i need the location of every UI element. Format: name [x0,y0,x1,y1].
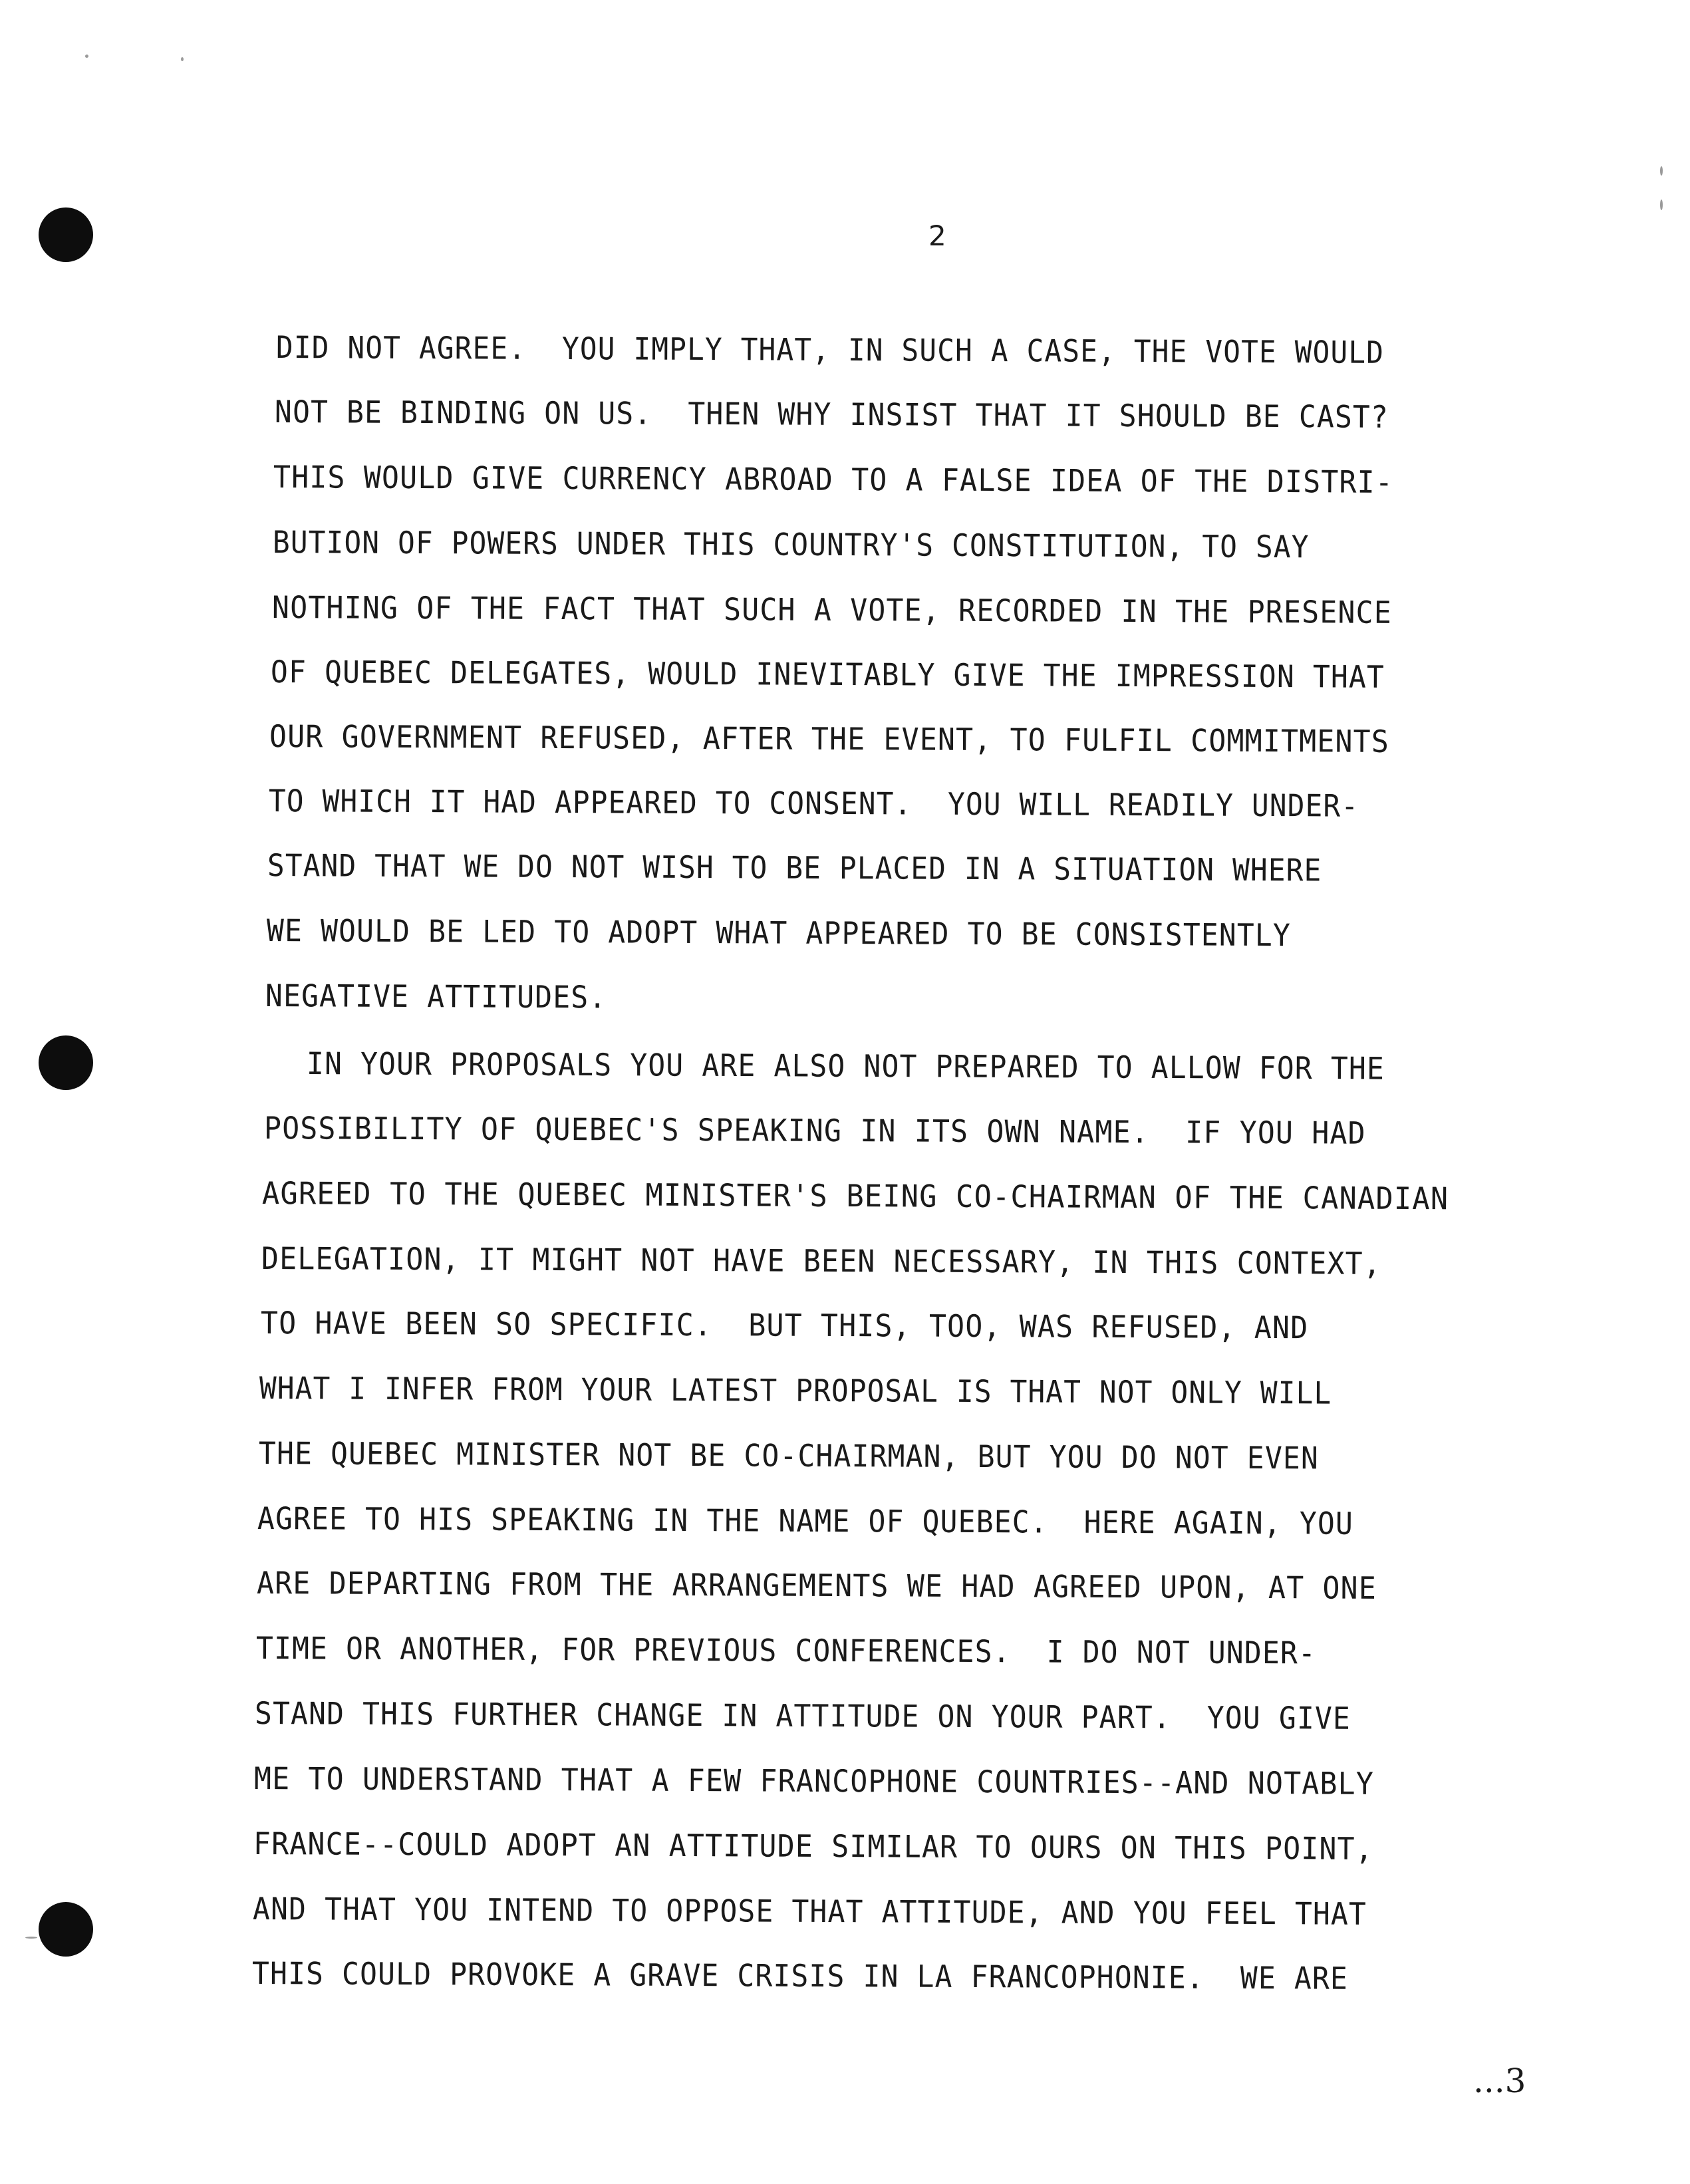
text-line: ARE DEPARTING FROM THE ARRANGEMENTS WE HAD AGREED UPON, AT ONE [256,1565,1377,1606]
text-line: TIME OR ANOTHER, FOR PREVIOUS CONFERENCES. I DO NOT UNDER- [255,1630,1317,1671]
text-line: WE WOULD BE LED TO ADOPT WHAT APPEARED TO BE CONSISTENTLY [266,912,1292,954]
text-line: TO WHICH IT HAD APPEARED TO CONSENT. YOU WILL READILY UNDER- [268,783,1359,824]
text-line: AGREE TO HIS SPEAKING IN THE NAME OF QUEBEC. HERE AGAIN, YOU [257,1500,1354,1542]
text-line: DID NOT AGREE. YOU IMPLY THAT, IN SUCH A CASE, THE VOTE WOULD [275,329,1385,370]
text-line: NOTHING OF THE FACT THAT SUCH A VOTE, RECORDED IN THE PRESENCE [271,589,1393,630]
text-line: WHAT I INFER FROM YOUR LATEST PROPOSAL IS THAT NOT ONLY WILL [259,1370,1332,1411]
text-line: NOT BE BINDING ON US. THEN WHY INSIST THAT IT SHOULD BE CAST? [274,394,1389,435]
text-line: AGREED TO THE QUEBEC MINISTER'S BEING CO-CHAIRMAN OF THE CANADIAN [261,1175,1449,1217]
text-line: DELEGATION, IT MIGHT NOT HAVE BEEN NECESSARY, IN THIS CONTEXT, [261,1240,1382,1282]
text-line: AND THAT YOU INTEND TO OPPOSE THAT ATTITUDE, AND YOU FEEL THAT [252,1891,1367,1932]
text-line: THIS WOULD GIVE CURRENCY ABROAD TO A FALSE IDEA OF THE DISTRI- [273,459,1394,500]
text-line: THE QUEBEC MINISTER NOT BE CO-CHAIRMAN, BUT YOU DO NOT EVEN [258,1435,1320,1476]
text-line: TO HAVE BEEN SO SPECIFIC. BUT THIS, TOO, WAS REFUSED, AND [260,1305,1309,1346]
text-line: IN YOUR PROPOSALS YOU ARE ALSO NOT PREPARED TO ALLOW FOR THE [306,1045,1385,1087]
text-line: POSSIBILITY OF QUEBEC'S SPEAKING IN ITS OWN NAME. IF YOU HAD [263,1110,1366,1151]
page-number: 2 [928,219,946,252]
text-line: ME TO UNDERSTAND THAT A FEW FRANCOPHONE COUNTRIES--AND NOTABLY [253,1760,1375,1802]
text-line: OUR GOVERNMENT REFUSED, AFTER THE EVENT, TO FULFIL COMMITMENTS [269,718,1390,759]
text-line: STAND THIS FURTHER CHANGE IN ATTITUDE ON YOUR PART. YOU GIVE [254,1695,1351,1736]
text-line: BUTION OF POWERS UNDER THIS COUNTRY'S CONSTITUTION, TO SAY [272,524,1310,565]
text-line: THIS COULD PROVOKE A GRAVE CRISIS IN LA FRANCOPHONIE. WE ARE [251,1955,1349,1996]
text-line: NEGATIVE ATTITUDES. [265,978,607,1016]
text-line: FRANCE--COULD ADOPT AN ATTITUDE SIMILAR TO OURS ON THIS POINT, [253,1826,1374,1867]
text-line: OF QUEBEC DELEGATES, WOULD INEVITABLY GIVE THE IMPRESSION THAT [270,654,1385,695]
text-line: STAND THAT WE DO NOT WISH TO BE PLACED IN A SITUATION WHERE [267,847,1322,888]
continuation-marker: ...3 [1473,2062,1526,2100]
